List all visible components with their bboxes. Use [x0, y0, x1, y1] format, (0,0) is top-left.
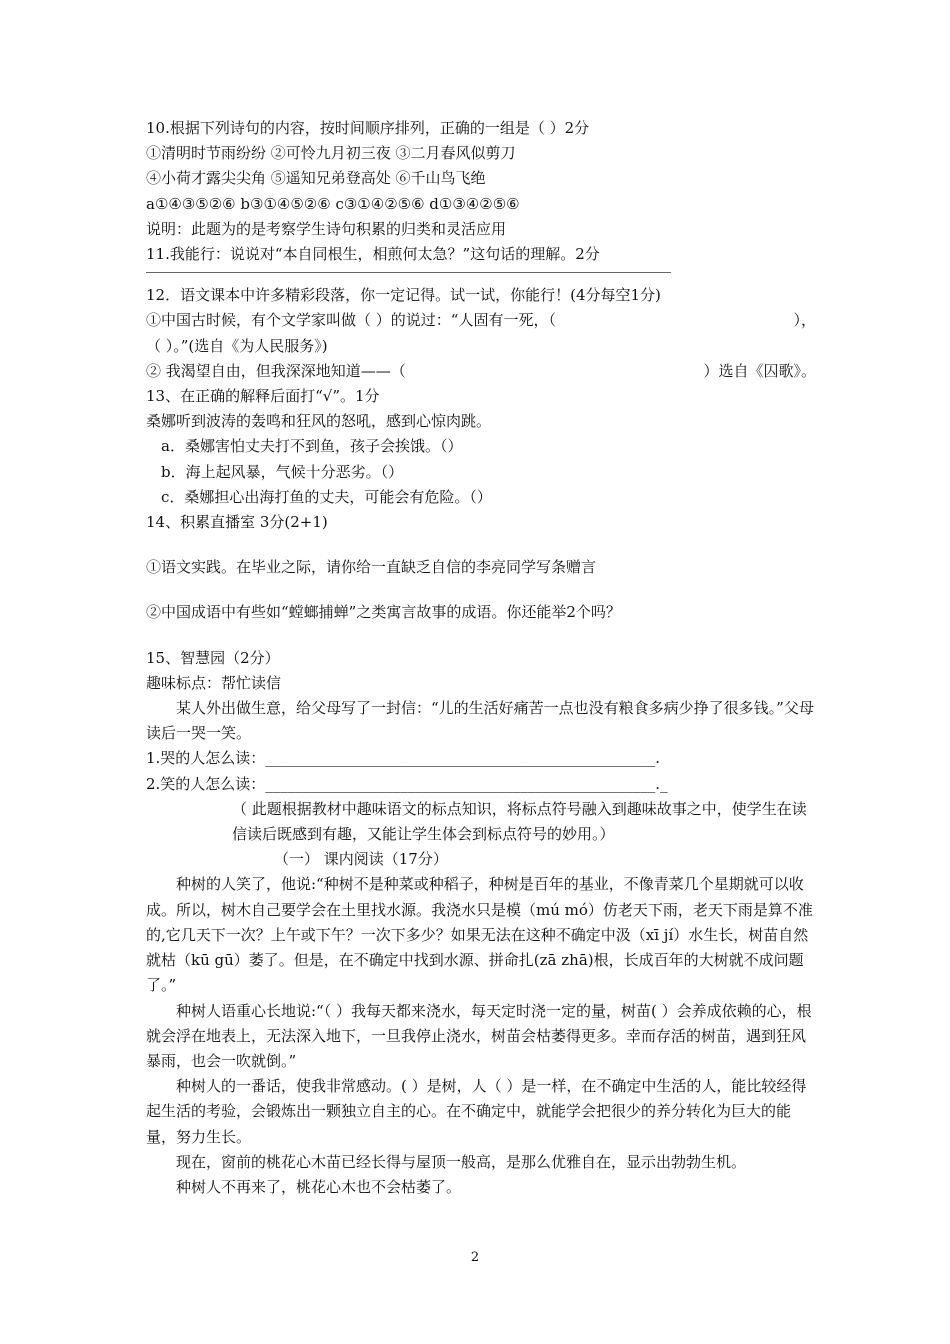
reading-paragraph-4: 现在，窗前的桃花心木苗已经长得与屋顶一般高，是那么优雅自在，显示出勃勃生机。	[176, 1152, 747, 1171]
q11-answer-line	[146, 267, 671, 273]
q10-title: 10.根据下列诗句的内容，按时间顺序排列，正确的一组是（ ）2分	[146, 119, 590, 137]
q15-ask-laugh: 2.笑的人怎么读：____________________________________________________._	[146, 774, 668, 793]
q10-options: a①④③⑤②⑥ b③①④⑤②⑥ c③①④②⑤⑥ d①③④②⑤⑥	[146, 194, 520, 213]
reading-paragraph-2: 种树人语重心长地说:“（ ）我每天都来浇水，每天定时浇一定的量，树苗( ）会养成依赖的心，根就会浮在地表上，无法深入地下，一旦我停止浇水，树苗会枯萎得更多。幸而存活的树苗，遇到狂风暴雨，也会一吹就倒。”	[146, 1001, 812, 1070]
page-number: 2	[470, 1250, 480, 1265]
q12-title: 12．语文课本中许多精彩段落，你一定记得。试一试，你能行！(4分每空1分)	[146, 286, 661, 305]
q11-title: 11.我能行：说说对“本自同根生，相煎何太急？”这句话的理解。2分	[146, 245, 600, 264]
reading-heading: （一） 课内阅读（17分）	[274, 850, 448, 869]
q14-part-1: ①语文实践。在毕业之际，请你给一直缺乏自信的李亮同学写条赠言	[146, 558, 597, 577]
q15-story: 某人外出做生意，给父母写了一封信：“儿的生活好痛苦一点也没有粮食多病少挣了很多钱。”父母读后一哭一笑。	[146, 699, 814, 743]
page-content	[146, 116, 816, 1200]
q15-subtitle: 趣味标点：帮忙读信	[146, 673, 282, 692]
q10-poem-line-2: ④小荷才露尖尖角 ⑤遥知兄弟登高处 ⑥千山鸟飞绝	[146, 169, 486, 188]
q10-note: 说明：此题为的是考察学生诗句积累的归类和灵活应用	[146, 219, 507, 238]
q15-ask-cry: 1.哭的人怎么读：____________________________________________________.	[146, 749, 661, 768]
q14-title: 14、积累直播室 3分(2+1)	[146, 513, 328, 532]
q14-part-2: ②中国成语中有些如“螳螂捕蝉”之类寓言故事的成语。你还能举2个吗？	[146, 603, 621, 622]
spacer	[146, 580, 816, 600]
q12-line-1-end: ），	[793, 311, 816, 330]
q13-option-a: a．桑娜害怕丈夫打不到鱼，孩子会挨饿。（）	[161, 437, 463, 456]
reading-paragraph-1: 种树的人笑了，他说:“种树不是种菜或种稻子，种树是百年的基业，不像青菜几个星期就可以收成。所以，树木自己要学会在土里找水源。我浇水只是模（mú mó）仿老天下雨，老天下雨是算不准的,它几天下一次？上午或下午？一次下多少？如果无法在这种不确定中汲（xī jí）水生长，树苗自然就枯（kū gū）萎了。但是，在不确定中找到水源、拼命扎(zā zhā)根，长成百年的大树就不成问题了。”	[146, 875, 813, 995]
spacer	[146, 626, 816, 646]
q12-line-2: （ ）。”(选自《为人民服务》)	[146, 336, 328, 355]
q12-line-3-end: ）选自《囚歌》。	[703, 361, 816, 380]
q12-line-1	[146, 308, 816, 333]
q13-title: 13、在正确的解释后面打“√”。1分	[146, 387, 380, 406]
q12-line-3-start: ② 我渴望自由，但我深深地知道——（	[146, 361, 406, 380]
q10-poem-line-1: ①清明时节雨纷纷 ②可怜九月初三夜 ③二月春风似剪刀	[146, 144, 516, 163]
reading-paragraph-3: 种树人的一番话，使我非常感动。( ）是树，人（ ）是一样，在不确定中生活的人，能比较经得起生活的考验，会锻炼出一颗独立自主的心。在不确定中，就能学会把很少的养分转化为巨大的能量，努力生长。	[146, 1077, 807, 1146]
q15-title: 15、智慧园（2分）	[146, 648, 280, 667]
q13-option-b: b．海上起风暴，气候十分恶劣。（）	[161, 462, 404, 481]
q13-sentence: 桑娜听到波涛的轰鸣和狂风的怒吼，感到心惊肉跳。	[146, 412, 492, 431]
reading-paragraph-5: 种树人不再来了，桃花心木也不会枯萎了。	[176, 1177, 462, 1196]
spacer	[146, 535, 816, 555]
q12-line-1-start: ①中国古时候，有个文学家叫做（ ）的说过：“人固有一死，（	[146, 311, 556, 330]
q15-note: （ 此题根据教材中趣味语文的标点知识，将标点符号融入到趣味故事之中，使学生在读信读后既感到有趣，又能让学生体会到标点符号的妙用。）	[232, 799, 807, 844]
q12-line-3	[146, 359, 816, 384]
q13-option-c: c．桑娜担心出海打鱼的丈夫，可能会有危险。（）	[161, 487, 492, 506]
